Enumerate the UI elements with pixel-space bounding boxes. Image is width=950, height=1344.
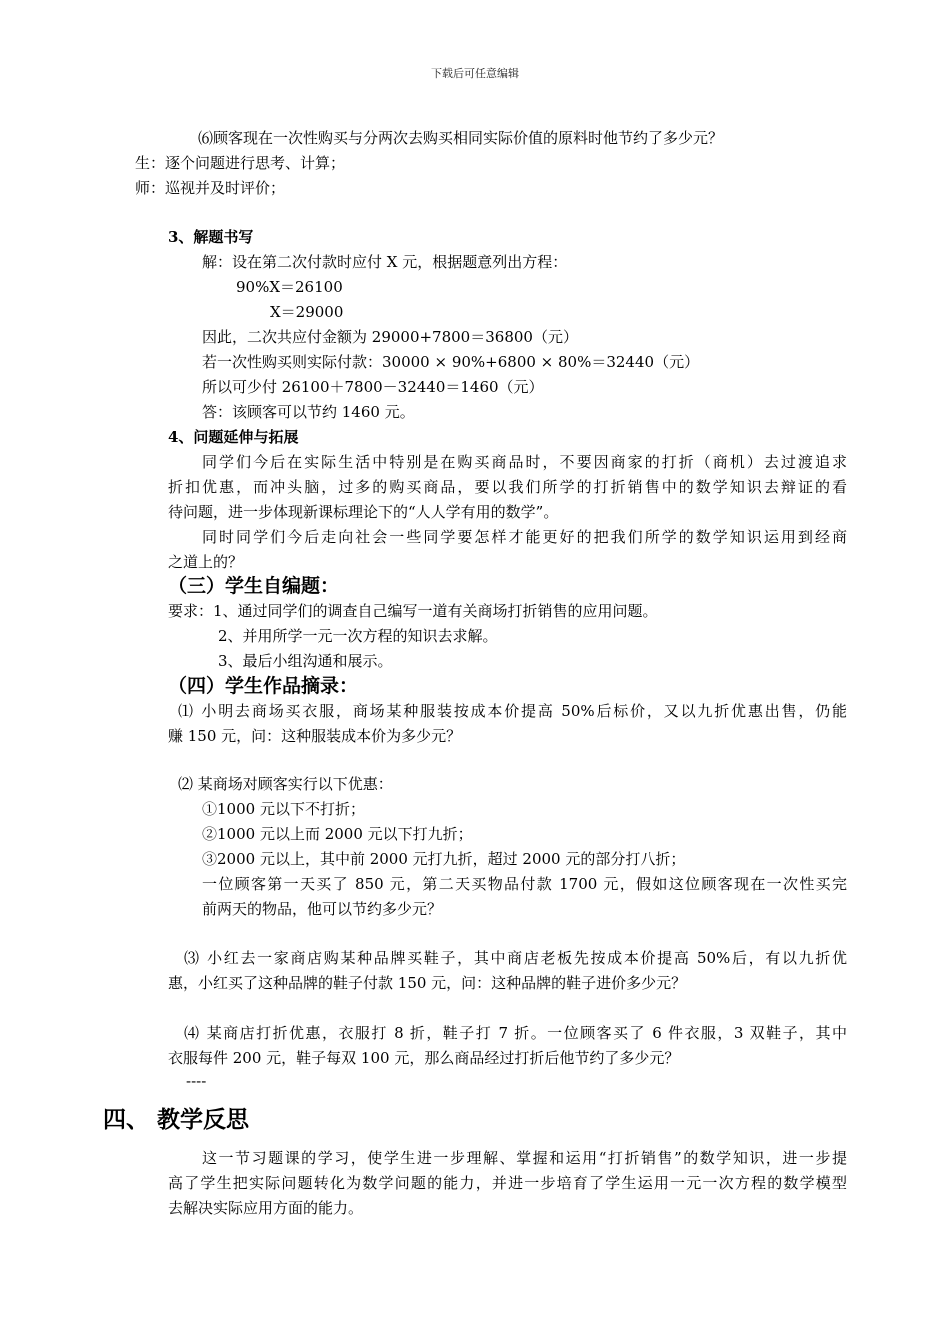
question-6: ⑹顾客现在一次性购买与分两次去购买相同实际价值的原料时他节约了多少元？ <box>198 129 724 147</box>
paragraph-1-line-2: 折扣优惠，而冲头脑，过多的购买商品，要以我们所学的打折销售中的数学知识去辩证的看 <box>168 478 847 496</box>
solution-answer: 答：该顾客可以节约 1460 元。 <box>202 403 415 421</box>
requirement-2: 2、并用所学一元一次方程的知识去求解。 <box>218 627 498 645</box>
work-2-rule-2: ②1000 元以上而 2000 元以下打九折； <box>202 825 473 843</box>
reflection-line-3: 去解决实际应用方面的能力。 <box>168 1199 364 1217</box>
paragraph-2-line-2: 之道上的？ <box>168 553 244 571</box>
work-2-intro: ⑵ 某商场对顾客实行以下优惠： <box>178 775 393 793</box>
solution-line-3: X＝29000 <box>270 303 344 321</box>
section-heading-reflection: 四、 教学反思 <box>103 1106 250 1133</box>
reflection-line-1: 这一节习题课的学习，使学生进一步理解、掌握和运用“打折销售”的数学知识，进一步提 <box>202 1149 847 1167</box>
reflection-line-2: 高了学生把实际问题转化为数学问题的能力，并进一步培育了学生运用一元一次方程的数学模型 <box>168 1174 847 1192</box>
work-2-question-line-2: 前两天的物品，他可以节约多少元？ <box>202 900 443 918</box>
work-4-line-1: ⑷ 某商店打折优惠，衣服打 8 折，鞋子打 7 折。一位顾客买了 6 件衣服，3 双鞋子，其中 <box>184 1024 847 1042</box>
requirement-1: 要求：1、通过同学们的调查自己编写一道有关商场打折销售的应用问题。 <box>168 602 658 620</box>
work-2-question-line-1: 一位顾客第一天买了 850 元，第二天买物品付款 1700 元，假如这位顾客现在一次性买完 <box>202 875 847 893</box>
solution-line-2: 90%X＝26100 <box>236 278 343 296</box>
paragraph-2-line-1: 同时同学们今后走向社会一些同学要怎样才能更好的把我们所学的数学知识运用到经商 <box>202 528 847 546</box>
work-4-line-2: 衣服每件 200 元，鞋子每双 100 元，那么商品经过打折后他节约了多少元？ <box>168 1049 680 1067</box>
solution-line-5: 若一次性购买则实际付款：30000 × 90%+6800 × 80%＝32440（元） <box>202 353 700 371</box>
work-2-rule-3: ③2000 元以上，其中前 2000 元打九折，超过 2000 元的部分打八折； <box>202 850 686 868</box>
subsection-4-heading: （四）学生作品摘录： <box>168 675 359 697</box>
work-1-line-1: ⑴ 小明去商场买衣服，商场某种服装按成本价提高 50%后标价，又以九折优惠出售，仍能 <box>178 702 847 720</box>
teacher-line: 师：巡视并及时评价； <box>135 179 286 197</box>
solution-line-4: 因此，二次共应付金额为 29000+7800＝36800（元） <box>202 328 578 346</box>
section-3-heading: 3、解题书写 <box>168 228 254 246</box>
paragraph-1-line-3: 待问题，进一步体现新课标理论下的“人人学有用的数学”。 <box>168 503 559 521</box>
subsection-3-heading: （三）学生自编题： <box>168 575 340 597</box>
work-3-line-1: ⑶ 小红去一家商店购某种品牌买鞋子，其中商店老板先按成本价提高 50%后，有以九折优 <box>184 949 847 967</box>
work-1-line-2: 赚 150 元，问：这种服装成本价为多少元？ <box>168 727 462 745</box>
paragraph-1-line-1: 同学们今后在实际生活中特别是在购买商品时，不要因商家的打折（商机）去过渡追求 <box>202 453 847 471</box>
dash-separator: ---- <box>186 1072 207 1090</box>
work-3-line-2: 惠，小红买了这种品牌的鞋子付款 150 元，问：这种品牌的鞋子进价多少元？ <box>168 974 687 992</box>
solution-line-1: 解：设在第二次付款时应付 X 元，根据题意列出方程： <box>202 253 568 271</box>
requirement-3: 3、最后小组沟通和展示。 <box>218 652 393 670</box>
section-4-heading: 4、问题延伸与拓展 <box>168 428 299 446</box>
student-line: 生：逐个问题进行思考、计算； <box>135 154 346 172</box>
work-2-rule-1: ①1000 元以下不打折； <box>202 800 365 818</box>
solution-line-6: 所以可少付 26100＋7800－32440＝1460（元） <box>202 378 544 396</box>
page-header: 下载后可任意编辑 <box>431 67 519 80</box>
